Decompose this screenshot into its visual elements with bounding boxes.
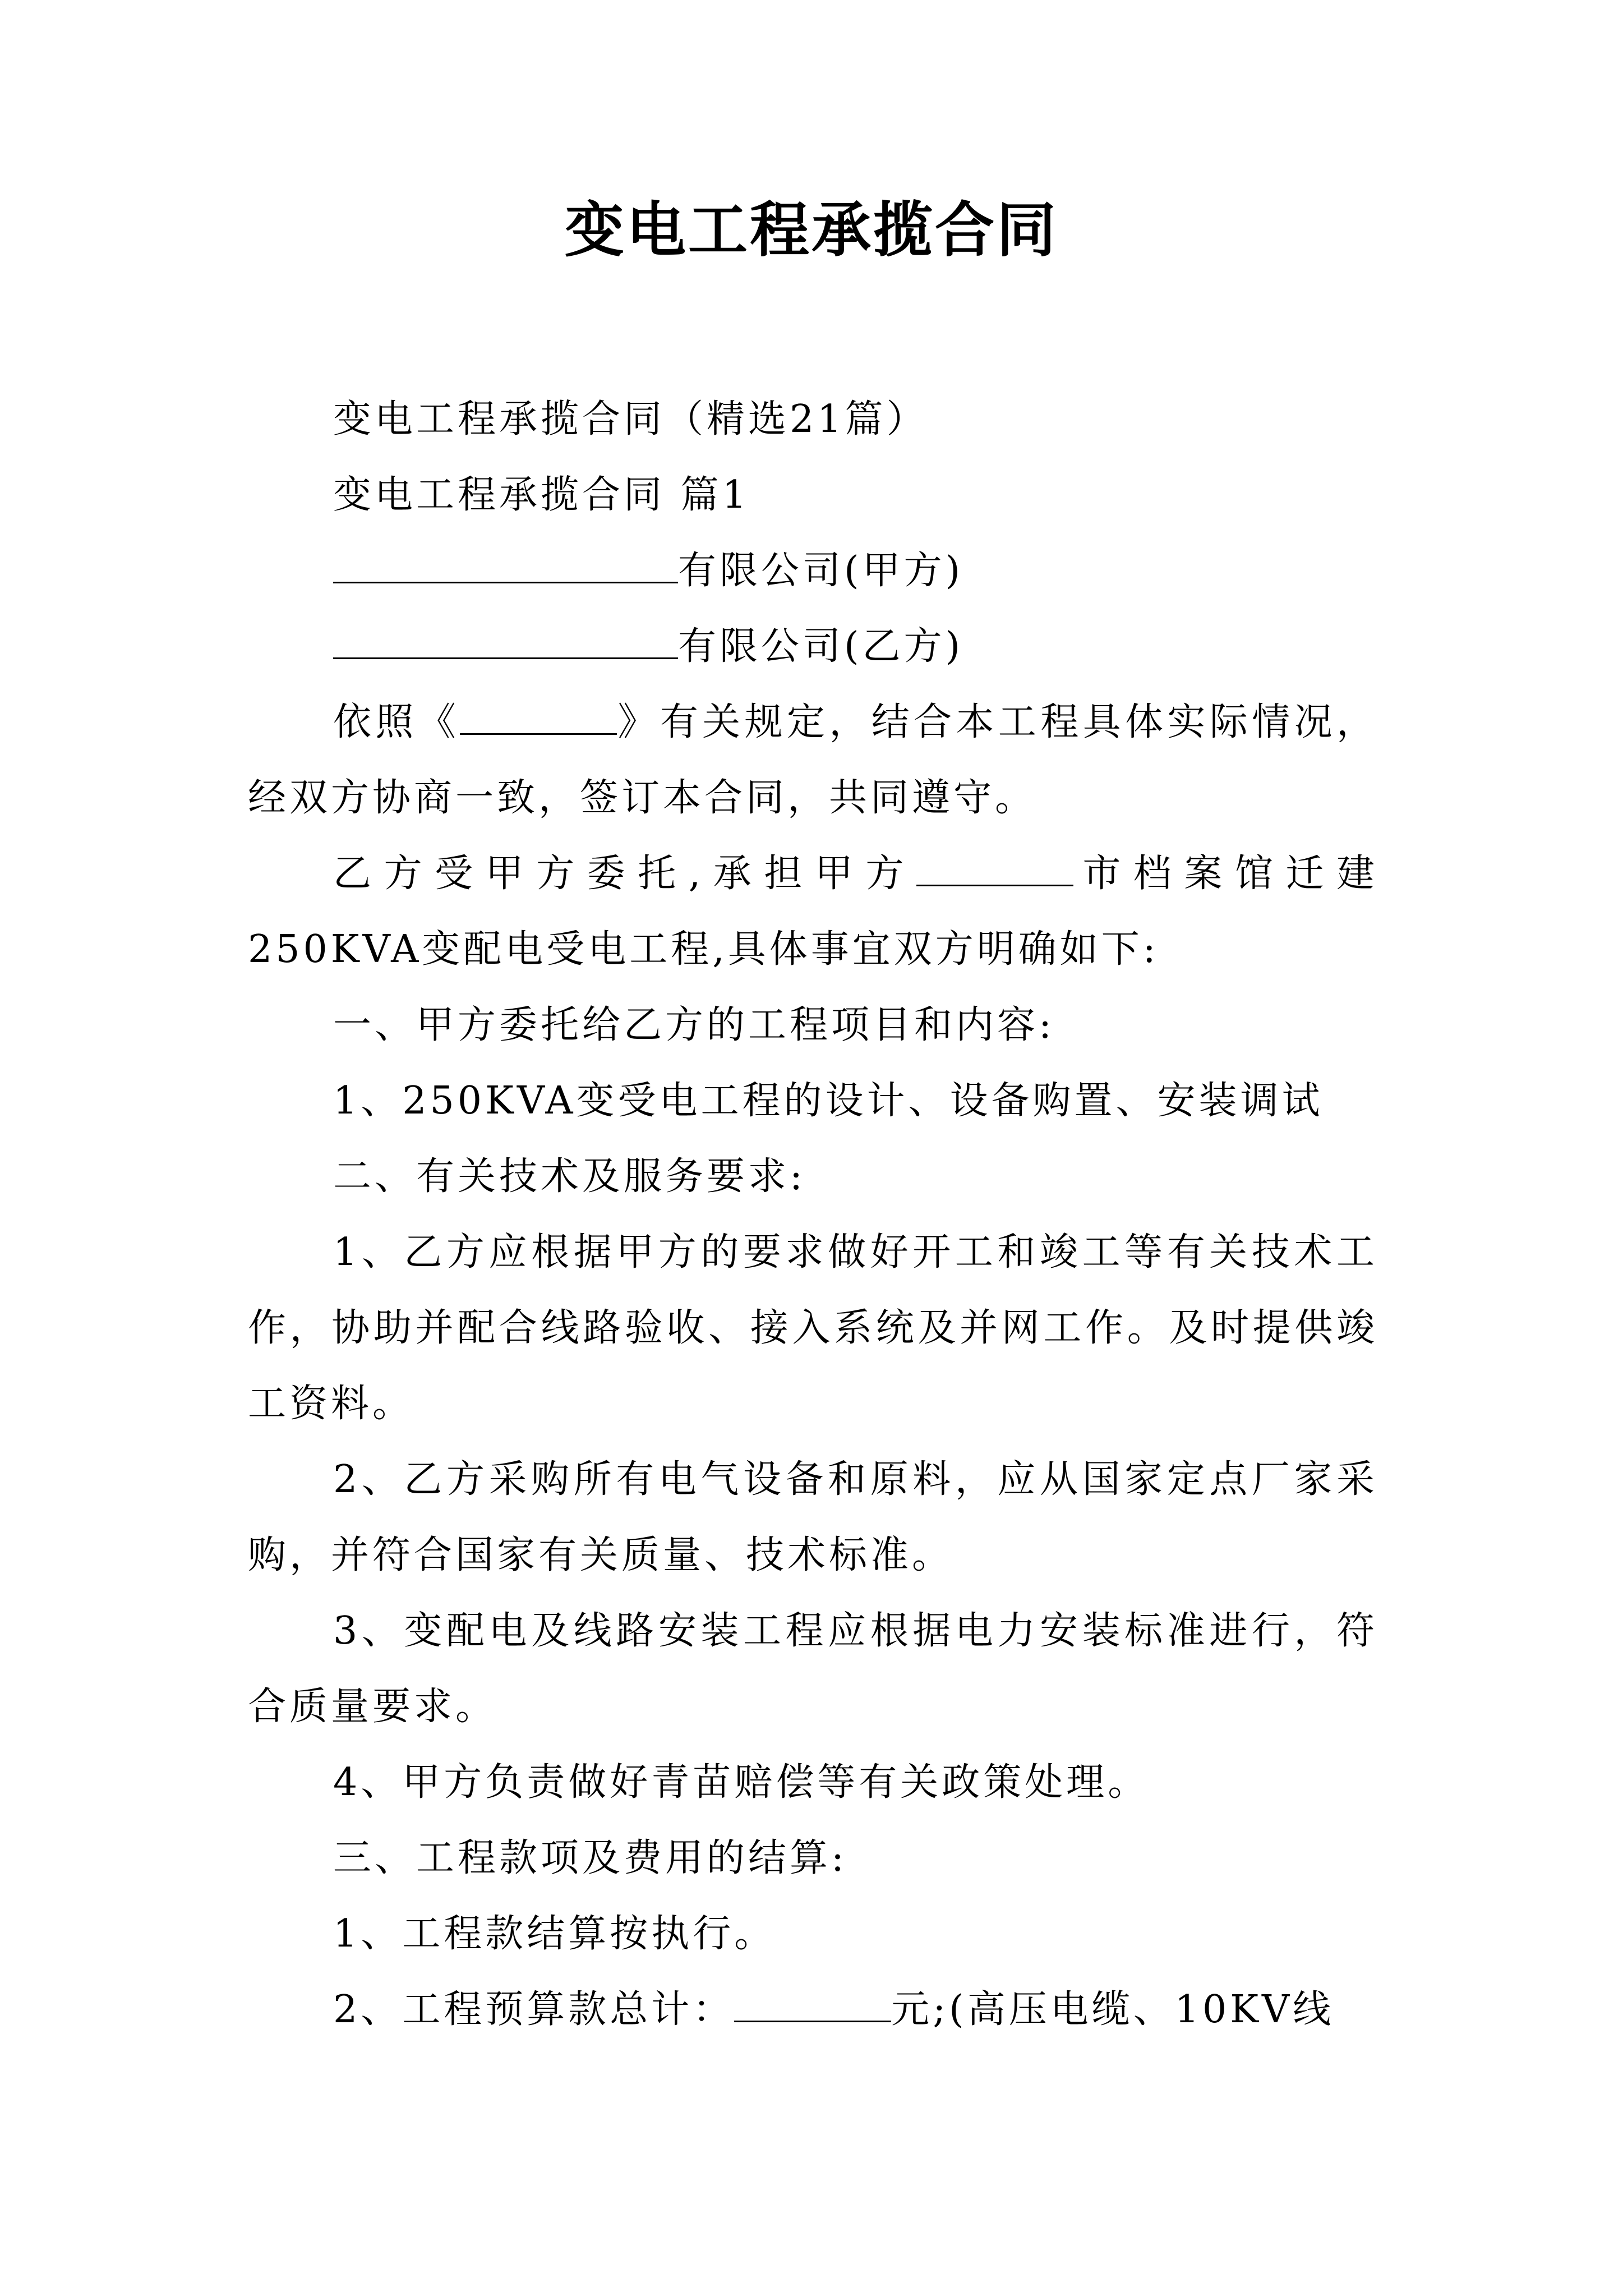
paragraph-section-heading: 变电工程承揽合同 篇1: [333, 473, 750, 517]
budget-suffix: 元;(高压电缆、10KV线: [891, 1987, 1335, 2032]
paragraph-clause-1-item-1: 1、250KVA变受电工程的设计、设备购置、安装调试: [333, 1079, 1324, 1123]
paragraph-subtitle: 变电工程承揽合同（精选21篇）: [333, 397, 928, 441]
commission-prefix: 乙方受甲方委托,承担甲方: [333, 852, 916, 896]
blank-city-name: [916, 848, 1073, 886]
document-body: [248, 381, 1378, 2047]
party-b-label: 有限公司(乙方): [678, 624, 964, 669]
blank-budget-amount: [734, 1984, 891, 2022]
paragraph-clause-3-item-2: [248, 1972, 1378, 2047]
budget-prefix: 2、工程预算款总计：: [333, 1987, 735, 2032]
paragraph-clause-2-item-2: 2、乙方采购所有电气设备和原料，应从国家定点厂家采购，并符合国家有关质量、技术标准。: [248, 1457, 1378, 1577]
paragraph-clause-2-item-1: 1、乙方应根据甲方的要求做好开工和竣工等有关技术工作，协助并配合线路验收、接入系统及并网工作。及时提供竣工资料。: [248, 1230, 1378, 1426]
paragraph-party-b: [248, 609, 1378, 684]
paragraph-commission: [248, 836, 1378, 987]
paragraph-clause-2-item-3: 3、变配电及线路安装工程应根据电力安装标准进行，符合质量要求。: [248, 1609, 1378, 1729]
document-title: 变电工程承揽合同: [565, 195, 1058, 265]
blank-party-a-name: [333, 545, 678, 583]
commission-suffix: 市档案馆迁建250KVA变配电受电工程,具体事宜双方明确如下:: [248, 852, 1378, 972]
paragraph-clause-2-item-4: 4、甲方负责做好青苗赔偿等有关政策处理。: [333, 1760, 1150, 1805]
basis-prefix: 依照《: [333, 700, 460, 744]
paragraph-clause-2-heading: 二、有关技术及服务要求:: [333, 1154, 806, 1199]
blank-law-name: [460, 697, 617, 735]
blank-party-b-name: [333, 621, 678, 659]
paragraph-clause-1-heading: 一、甲方委托给乙方的工程项目和内容:: [333, 1003, 1055, 1047]
basis-suffix: 》有关规定，结合本工程具体实际情况，经双方协商一致，签订本合同，共同遵守。: [248, 700, 1378, 820]
paragraph-clause-3-item-1: 1、工程款结算按执行。: [333, 1912, 776, 1956]
paragraph-basis: [248, 684, 1378, 836]
paragraph-party-a: [248, 533, 1378, 609]
paragraph-clause-3-heading: 三、工程款项及费用的结算:: [333, 1836, 847, 1880]
party-a-label: 有限公司(甲方): [678, 549, 964, 593]
